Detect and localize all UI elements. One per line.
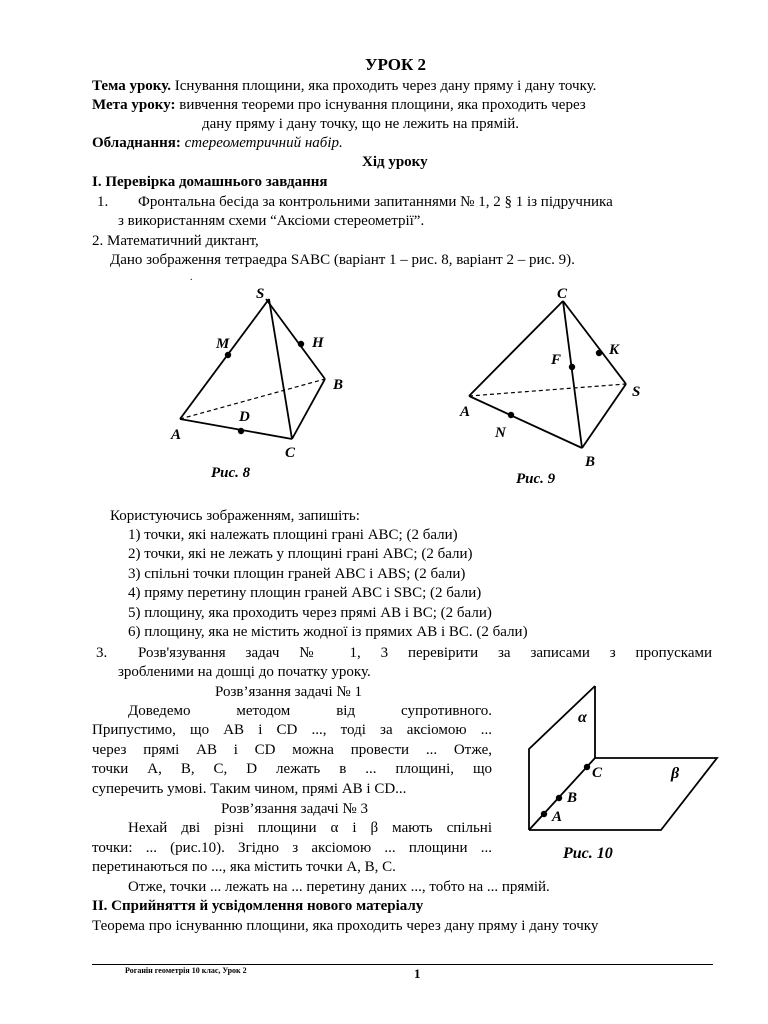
topic-label: Тема уроку. <box>92 78 171 94</box>
item1-number: 1. <box>97 194 109 210</box>
task-item-2: 2) точки, які не лежать у площині грані ABC; (2 бали) <box>128 546 473 562</box>
solution1-heading: Розв’язання задачі № 1 <box>215 684 362 700</box>
fig8-label-H: H <box>312 335 324 351</box>
solution1-line-4: точки A, B, C, D лежать в ... площині, що <box>92 761 492 777</box>
fig9-label-S: S <box>632 384 641 400</box>
fig8-point-H <box>298 341 304 347</box>
fig9-edge-BS <box>582 384 626 448</box>
course-heading: Хід уроку <box>362 154 428 170</box>
fig9-label-B: B <box>585 454 596 470</box>
solution1-line-2: Припустимо, що AB і CD ..., тоді за аксіомою ... <box>92 722 492 738</box>
fig8-label-D: D <box>239 409 250 425</box>
fig8-edge-AC <box>180 419 292 439</box>
fig8-point-D <box>238 428 244 434</box>
item3-number: 3. <box>96 645 108 661</box>
equipment-text: стереометричний набір. <box>180 135 343 151</box>
fig8-caption: Рис. 8 <box>211 465 251 481</box>
equipment-line <box>92 134 343 154</box>
fig9-point-K <box>596 350 602 356</box>
lesson-title: УРОК 2 <box>365 55 427 74</box>
fig9-label-N: N <box>495 425 506 441</box>
item2-line: 2. Математичний диктант, <box>92 233 259 249</box>
goal-line-2: дану пряму і дану точку, що не лежить на прямій. <box>202 116 520 132</box>
solution1-line-3: через прямі AB і CD можна провести ... Отже, <box>92 742 492 758</box>
page-number: 1 <box>414 966 421 981</box>
task-item-5: 5) площину, яка проходить через прямі AB і BC; (2 бали) <box>128 605 492 621</box>
fig8-label-M: M <box>216 336 230 352</box>
fig10-point-C <box>584 764 590 770</box>
goal-line <box>92 96 586 116</box>
solution1-line-5: суперечить умові. Таким чином, прямі AB і CD... <box>92 781 407 797</box>
section2-heading: ІІ. Сприйняття й усвідомлення нового матеріалу <box>92 898 424 914</box>
equipment-label: Обладнання: <box>92 135 181 151</box>
task-item-1: 1) точки, які належать площині грані ABC; (2 бали) <box>128 527 458 543</box>
section1-heading: І. Перевірка домашнього завдання <box>92 174 328 190</box>
topic-line <box>92 77 596 97</box>
fig9-label-F: F <box>551 352 562 368</box>
solution3-line-1: Нехай дві різні площини α і β мають спільні <box>128 820 492 836</box>
solution3-heading: Розв’язання задачі № 3 <box>221 801 368 817</box>
fig8-point-M <box>225 352 231 358</box>
task-intro: Користуючись зображенням, запишіть: <box>110 508 360 524</box>
item1-text-2: з використанням схеми “Аксіоми стереометрії”. <box>118 213 425 229</box>
fig8-edge-AB-hidden <box>180 379 325 419</box>
fig9-edge-AS-hidden <box>469 384 626 396</box>
fig8-label-A: A <box>171 427 182 443</box>
stray-dot: . <box>190 272 193 283</box>
fig9-edges <box>469 301 626 448</box>
fig10-label-A: A <box>552 809 563 825</box>
figure-10 <box>525 682 735 862</box>
fig8-edges <box>180 299 325 439</box>
fig9-label-A: A <box>460 404 471 420</box>
figure-8 <box>165 282 344 482</box>
solution3-line-2: точки: ... (рис.10). Згідно з аксіомою ... площини ... <box>92 840 492 856</box>
fig8-edge-SA <box>180 299 269 419</box>
fig8-label-B: B <box>333 377 344 393</box>
item3-text: Розв'язування задач № 1, 3 перевірити за записами з пропусками <box>138 645 712 661</box>
fig9-label-C: C <box>557 286 568 302</box>
section2-text: Теорема про існуванню площини, яка проходить через дану пряму і дану точку <box>92 918 599 934</box>
fig8-label-C: C <box>285 445 296 461</box>
footer-text: Роганін геометрія 10 клас, Урок 2 <box>125 966 247 975</box>
topic-text: Існування площини, яка проходить через дану пряму і дану точку. <box>170 78 597 94</box>
fig9-point-N <box>508 412 514 418</box>
footer-rule <box>92 964 713 965</box>
solution1-line-1: Доведемо методом від супротивного. <box>128 703 492 719</box>
fig9-point-F <box>569 364 575 370</box>
item2-line-2: Дано зображення тетраедра SABC (варіант 1 – рис. 8, варіант 2 – рис. 9). <box>110 252 575 268</box>
task-item-4: 4) пряму перетину площин граней ABC і SBC; (2 бали) <box>128 585 482 601</box>
fig8-label-S: S <box>256 286 265 302</box>
fig9-caption: Рис. 9 <box>516 471 556 487</box>
fig10-label-C: C <box>592 765 603 781</box>
solution3-line-4: Отже, точки ... лежать на ... перетину даних ..., тобто на ... прямій. <box>128 879 550 895</box>
fig9-label-K: K <box>609 342 620 358</box>
fig8-edge-CB <box>292 379 325 439</box>
figure-9 <box>455 282 655 487</box>
fig9-edge-CA <box>469 301 563 396</box>
fig10-label-alpha: α <box>578 709 587 726</box>
item3-text-2: зробленими на дошці до початку уроку. <box>118 664 371 680</box>
item1-text: Фронтальна бесіда за контрольними запитаннями № 1, 2 § 1 із підручника <box>138 194 613 210</box>
goal-label: Мета уроку: <box>92 97 176 113</box>
fig10-point-A <box>541 811 547 817</box>
fig10-point-B <box>556 795 562 801</box>
fig10-label-beta: β <box>671 765 680 782</box>
fig10-label-B: B <box>567 790 578 806</box>
solution3-line-3: перетинаються по ..., яка містить точки A, B, C. <box>92 859 396 875</box>
fig9-edge-AB <box>469 396 582 448</box>
goal-text: вивчення теореми про існування площини, яка проходить через <box>175 97 586 113</box>
task-item-6: 6) площину, яка не містить жодної із прямих AB і BC. (2 бали) <box>128 624 528 640</box>
task-item-3: 3) спільні точки площин граней ABC і ABS; (2 бали) <box>128 566 466 582</box>
fig10-caption: Рис. 10 <box>563 845 613 862</box>
